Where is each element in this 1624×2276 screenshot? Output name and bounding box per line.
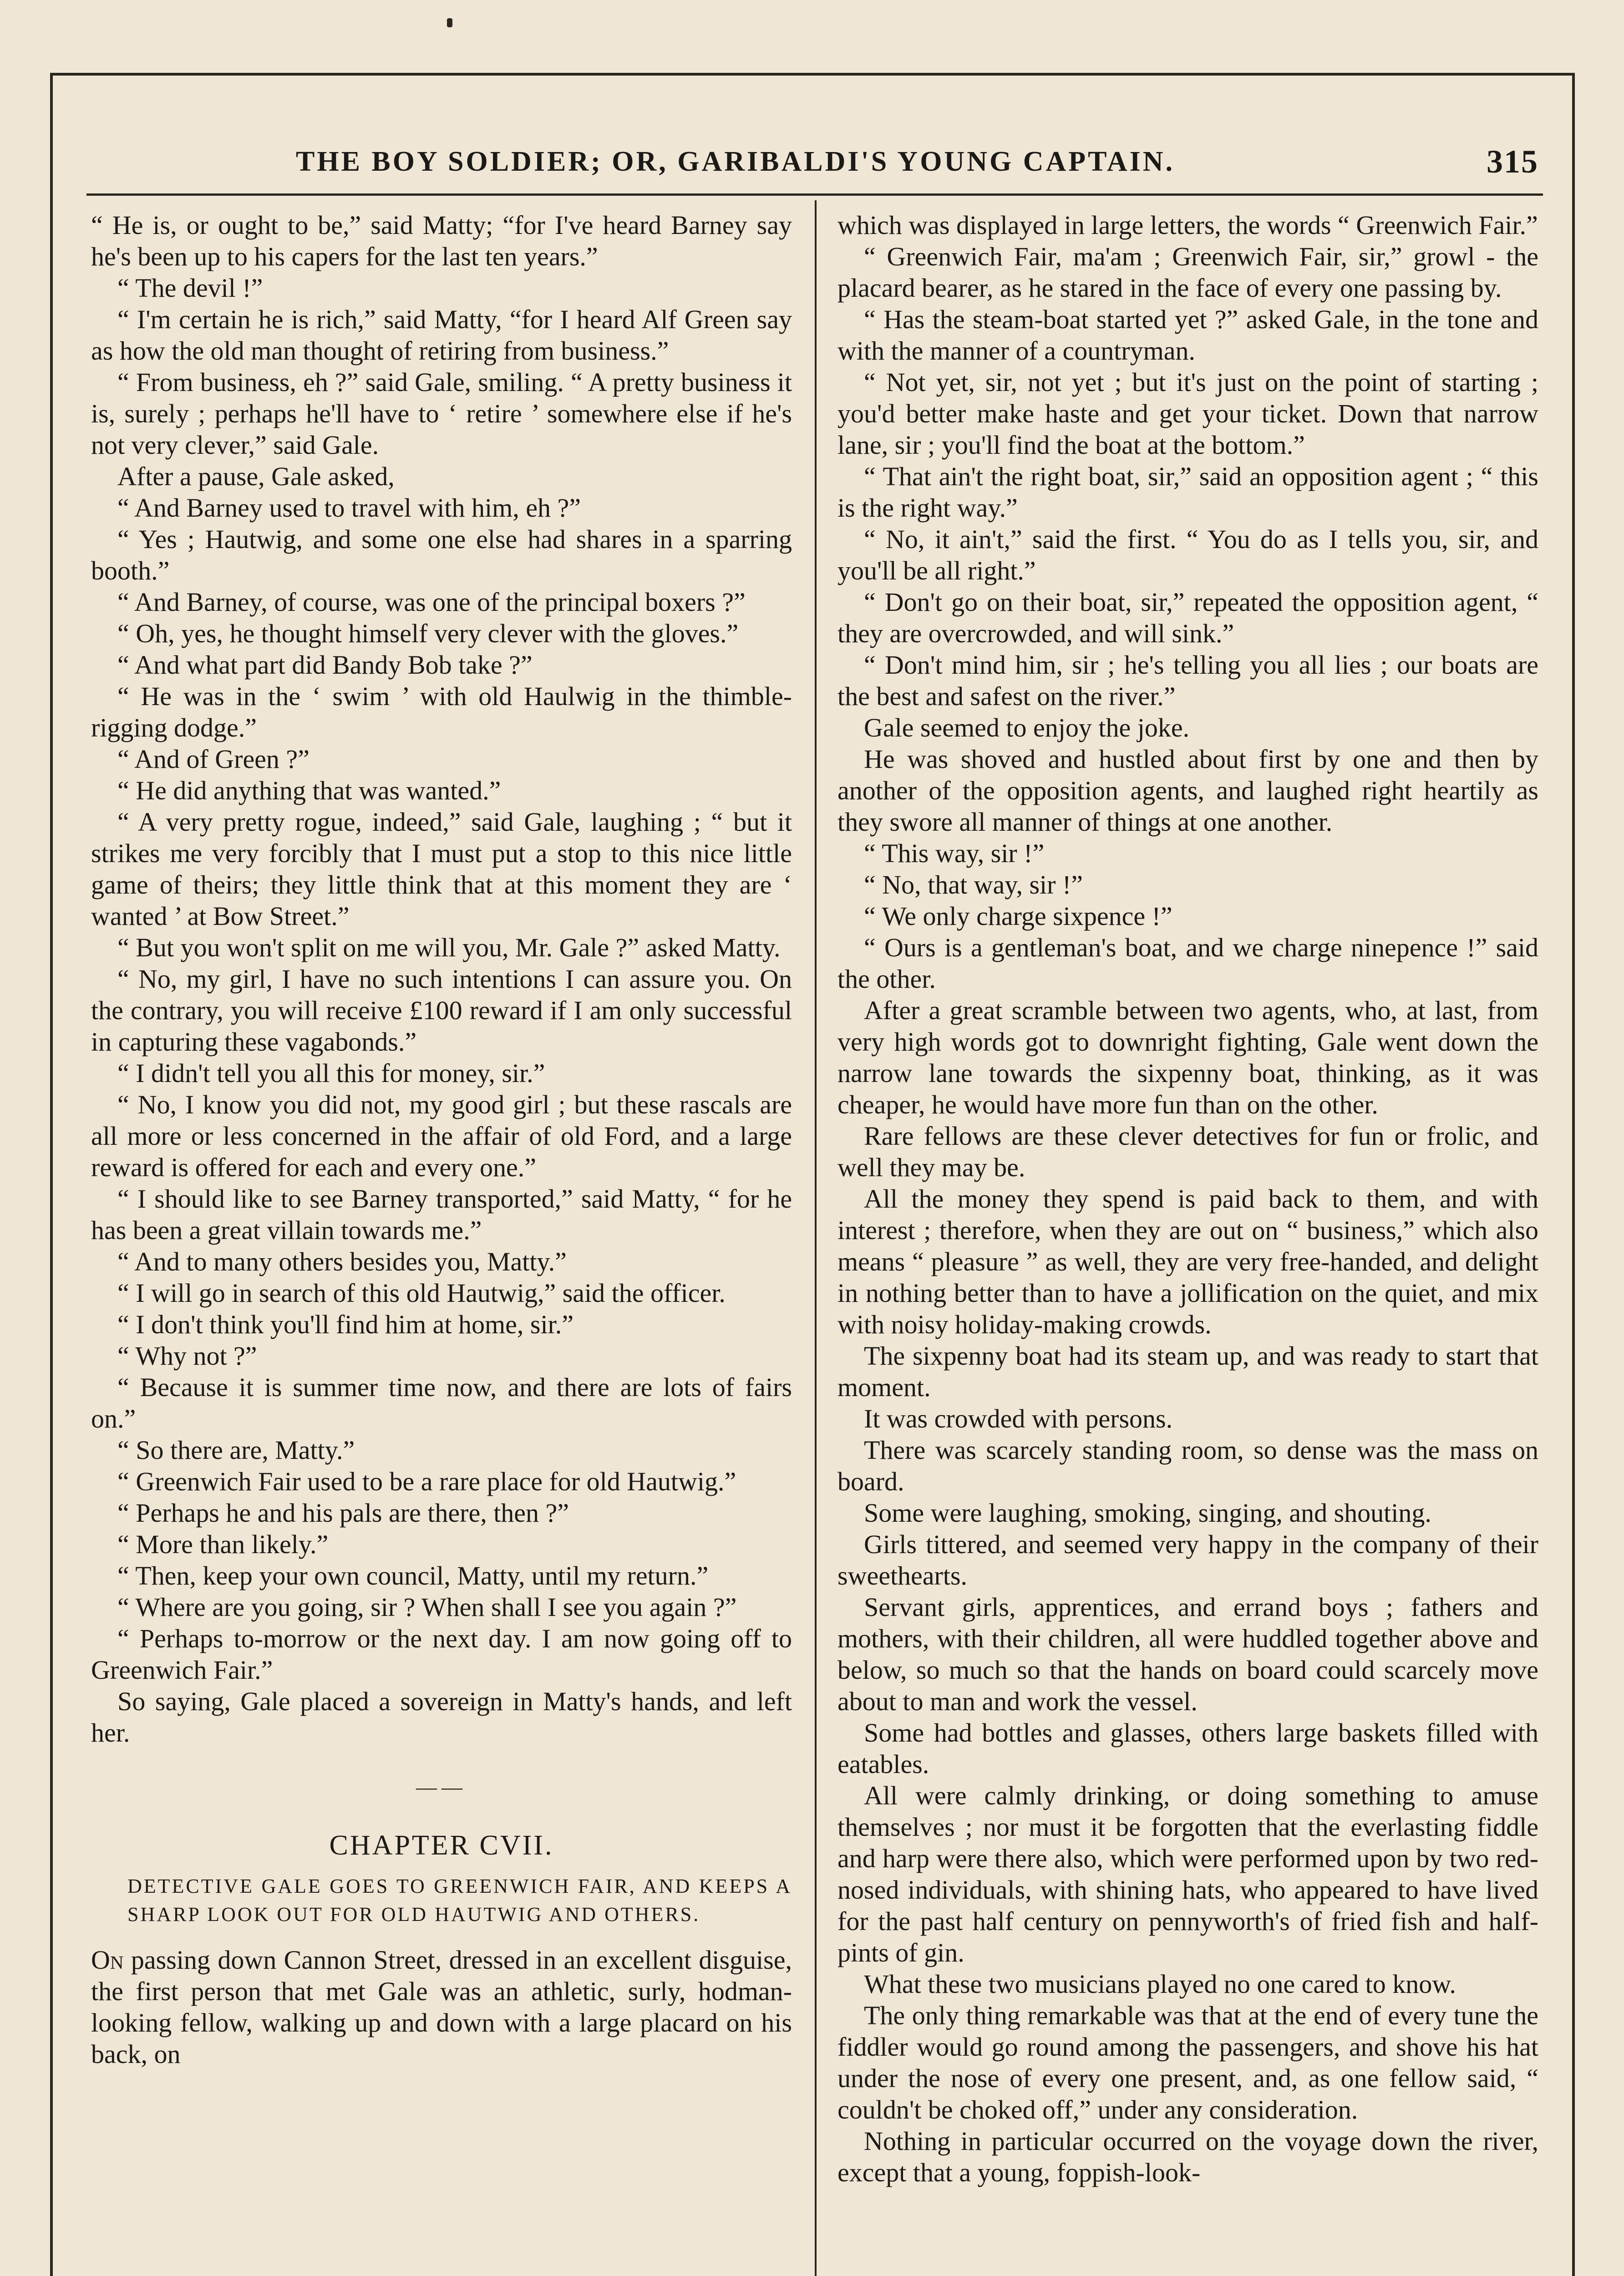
paragraph: So saying, Gale placed a sovereign in Matty's hands, and left her. — [91, 1687, 792, 1748]
paragraph: “ He was in the ‘ swim ’ with old Haulwig in the thimble-rigging dodge.” — [91, 681, 792, 742]
paragraph: “ Oh, yes, he thought himself very clever with the gloves.” — [117, 619, 739, 648]
paragraph: “ No, it ain't,” said the first. “ You do as I tells you, sir, and you'll be all right.” — [837, 524, 1538, 585]
paragraph: “ The devil !” — [117, 273, 263, 303]
paragraph: “ This way, sir !” — [864, 838, 1045, 868]
paragraph: “ So there are, Matty.” — [117, 1435, 355, 1465]
left-column — [91, 209, 792, 2276]
paragraph: What these two musicians played no one cared to know. — [864, 1969, 1456, 1999]
paragraph: “ And Barney, of course, was one of the principal boxers ?” — [117, 587, 746, 617]
paragraph: “ Ours is a gentleman's boat, and we charge ninepence !” said the other. — [837, 933, 1538, 994]
paragraph: “ No, that way, sir !” — [864, 870, 1083, 899]
paragraph: “ Then, keep your own council, Matty, until my return.” — [117, 1561, 709, 1590]
paragraph: “ Where are you going, sir ? When shall I see you again ?” — [117, 1592, 737, 1622]
paragraph: Some had bottles and glasses, others large baskets filled with eatables. — [837, 1718, 1538, 1779]
paragraph: All the money they spend is paid back to them, and with interest ; therefore, when they are out on “ business,” which also means “ pleasure ” as well, they are very free-handed, and delight in nothing better than to have a jollification on the quiet, and mix with noisy holiday-making crowds. — [837, 1184, 1538, 1339]
paragraph: “ And of Green ?” — [117, 744, 310, 774]
paragraph: Gale seemed to enjoy the joke. — [864, 713, 1190, 742]
paragraph: It was crowded with persons. — [864, 1404, 1173, 1433]
paragraph: “ Perhaps to-morrow or the next day. I am now going off to Greenwich Fair.” — [91, 1624, 792, 1685]
paragraph: “ Perhaps he and his pals are there, then ?” — [117, 1498, 569, 1528]
paragraph: “ No, my girl, I have no such intentions I can assure you. On the contrary, you will receive £100 reward if I am only successful in capturing these vagabonds.” — [91, 964, 792, 1057]
paragraph: “ But you won't split on me will you, Mr. Gale ?” asked Matty. — [117, 933, 781, 962]
paragraph: “ Because it is summer time now, and there are lots of fairs on.” — [91, 1372, 792, 1433]
paragraph: “ That ain't the right boat, sir,” said an opposition agent ; “ this is the right way.” — [837, 462, 1538, 523]
paragraph: Nothing in particular occurred on the voyage down the river, except that a young, foppish-look- — [837, 2126, 1538, 2187]
paragraph: He was shoved and hustled about first by one and then by another of the opposition agents, and laughed right heartily as they swore all manner of things at one another. — [837, 744, 1538, 837]
paragraph: “ Not yet, sir, not yet ; but it's just on the point of starting ; you'd better make haste and get your ticket. Down that narrow lane, sir ; you'll find the boat at the bottom.” — [837, 367, 1538, 460]
paragraph: “ And what part did Bandy Bob take ?” — [117, 650, 533, 680]
paragraph: Girls tittered, and seemed very happy in the company of their sweethearts. — [837, 1529, 1538, 1590]
paragraph: Servant girls, apprentices, and errand boys ; fathers and mothers, with their children, all were huddled together above and below, so much so that the hands on board could scarcely move about to man and work the vessel. — [837, 1592, 1538, 1716]
paragraph: which was displayed in large letters, the words “ Greenwich Fair.” — [837, 210, 1538, 240]
opening-small-caps: On — [91, 1945, 124, 1975]
right-column — [837, 209, 1538, 2276]
paragraph: “ Yes ; Hautwig, and some one else had shares in a sparring booth.” — [91, 524, 792, 585]
header-rule — [86, 193, 1543, 196]
chapter-title: CHAPTER CVII. — [329, 1830, 554, 1861]
section-ornament: —— — [416, 1775, 467, 1798]
paragraph: “ I'm certain he is rich,” said Matty, “for I heard Alf Green say as how the old man thought of retiring from business.” — [91, 305, 792, 366]
paragraph: The only thing remarkable was that at the end of every tune the fiddler would go round among the passengers, and shove his hat under the nose of every one present, and, as one fellow said, “ couldn't be choked off,” under any consideration. — [837, 2001, 1538, 2124]
paragraph: After a pause, Gale asked, — [117, 462, 395, 491]
running-header — [91, 137, 1538, 191]
opening-text: passing down Cannon Street, dressed in an excellent disguise, the first person that met Gale was an athletic, surly, hodman-looking fellow, walking up and down with a large placard on his back, on — [91, 1945, 792, 2069]
page-number: 315 — [1487, 143, 1538, 180]
paragraph: All were calmly drinking, or doing something to amuse themselves ; nor must it be forgotten that the everlasting fiddle and harp were there also, which were performed upon by two red-nosed individuals, with shining hats, who appeared to have lived for the past half century on pennyworth's of fried fish and half-pints of gin. — [837, 1781, 1538, 1967]
print-speck — [447, 18, 452, 27]
paragraph: “ Greenwich Fair used to be a rare place for old Hautwig.” — [117, 1467, 736, 1496]
chapter-opening-paragraph — [91, 1944, 792, 2070]
paragraph: “ And Barney used to travel with him, eh ?” — [117, 493, 581, 523]
paragraph: “ I don't think you'll find him at home, sir.” — [117, 1310, 573, 1339]
paragraph: “ I will go in search of this old Hautwig,” said the officer. — [117, 1278, 726, 1308]
column-rule — [815, 200, 817, 2276]
paragraph: “ Don't mind him, sir ; he's telling you all lies ; our boats are the best and safest on the river.” — [837, 650, 1538, 711]
paragraph: “ He is, or ought to be,” said Matty; “for I've heard Barney say he's been up to his capers for the last ten years.” — [91, 210, 792, 271]
paragraph: “ A very pretty rogue, indeed,” said Gale, laughing ; “ but it strikes me very forcibly that I must put a stop to this nice little game of theirs; they little think that at this moment they are ‘ wanted ’ at Bow Street.” — [91, 807, 792, 931]
paragraph: “ He did anything that was wanted.” — [117, 776, 501, 805]
running-title: THE BOY SOLDIER; OR, GARIBALDI'S YOUNG CAPTAIN. — [296, 146, 1175, 177]
paragraph: “ From business, eh ?” said Gale, smiling. “ A pretty business it is, surely ; perhaps he'll have to ‘ retire ’ somewhere else if he's not very clever,” said Gale. — [91, 367, 792, 460]
paragraph: After a great scramble between two agents, who, at last, from very high words got to downright fighting, Gale went down the narrow lane towards the sixpenny boat, thinking, as it was cheaper, he would have more fun than on the other. — [837, 996, 1538, 1119]
paragraph: “ Don't go on their boat, sir,” repeated the opposition agent, “ they are overcrowded, and will sink.” — [837, 587, 1538, 648]
paragraph: “ Has the steam-boat started yet ?” asked Gale, in the tone and with the manner of a countryman. — [837, 305, 1538, 366]
paragraph: “ I didn't tell you all this for money, sir.” — [117, 1058, 545, 1088]
paragraph: Some were laughing, smoking, singing, and shouting. — [864, 1498, 1431, 1528]
paragraph: Rare fellows are these clever detectives for fun or frolic, and well they may be. — [837, 1121, 1538, 1182]
paragraph: “ And to many others besides you, Matty.” — [117, 1247, 567, 1276]
paragraph: “ Why not ?” — [117, 1341, 257, 1371]
paragraph: There was scarcely standing room, so dense was the mass on board. — [837, 1435, 1538, 1496]
paragraph: “ Greenwich Fair, ma'am ; Greenwich Fair, sir,” growl - the placard bearer, as he stared in the face of every one passing by. — [837, 242, 1538, 303]
paragraph: “ More than likely.” — [117, 1529, 329, 1559]
chapter-summary: DETECTIVE GALE GOES TO GREENWICH FAIR, AND KEEPS A SHARP LOOK OUT FOR OLD HAUTWIG AND OTHERS. — [127, 1875, 792, 1925]
paragraph: “ I should like to see Barney transported,” said Matty, “ for he has been a great villain towards me.” — [91, 1184, 792, 1245]
paragraph: “ No, I know you did not, my good girl ; but these rascals are all more or less concerned in the affair of old Ford, and a large reward is offered for each and every one.” — [91, 1090, 792, 1182]
paragraph: “ We only charge sixpence !” — [864, 901, 1172, 931]
paragraph: The sixpenny boat had its steam up, and was ready to start that moment. — [837, 1341, 1538, 1402]
